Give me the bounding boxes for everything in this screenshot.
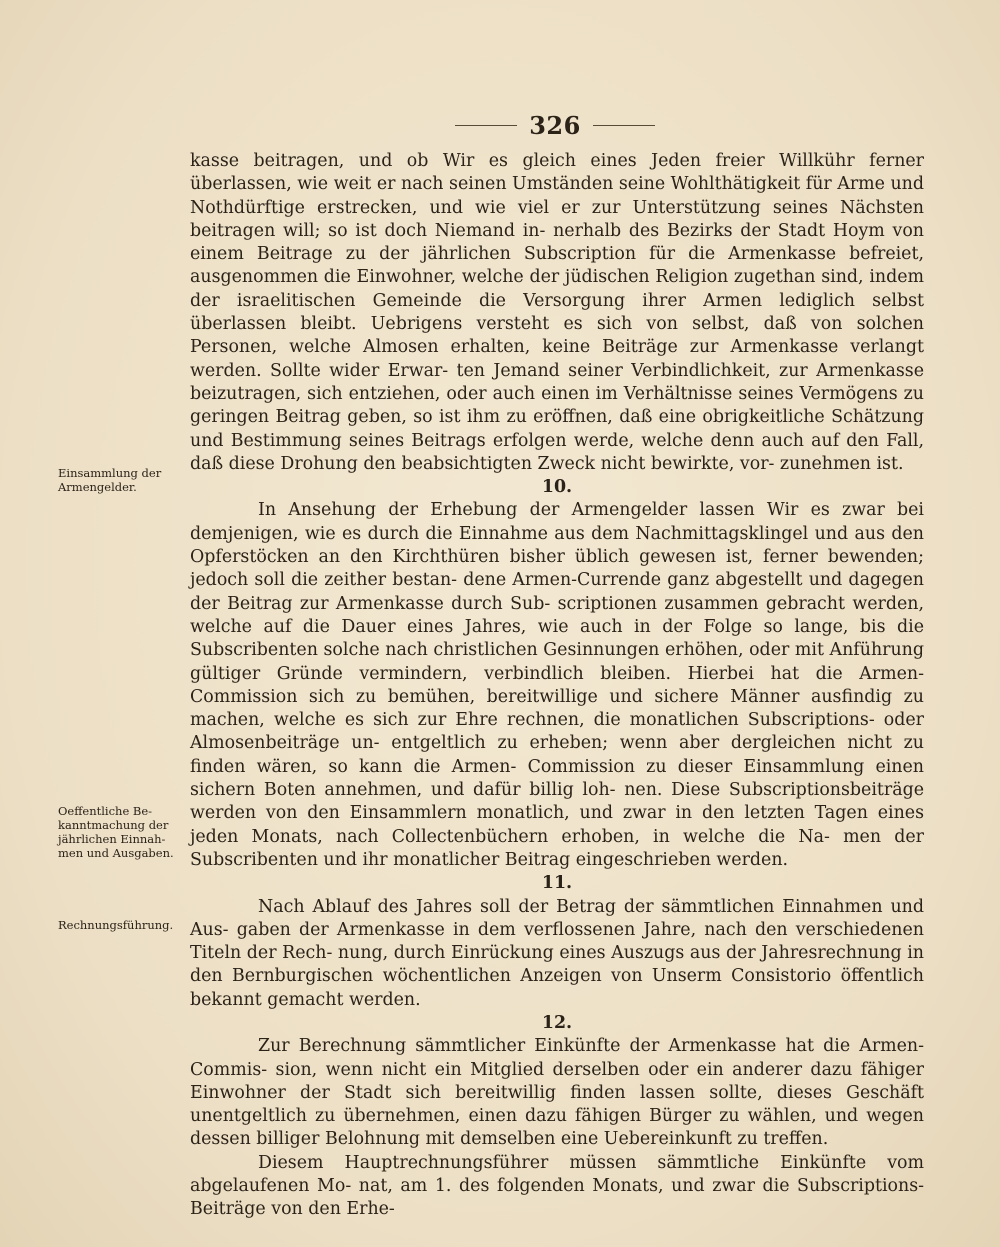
body-text xyxy=(190,150,924,1222)
section-12-paragraph-2: Diesem Hauptrechnungsführer müssen sämmtliche Einkünfte vom abgelaufenen Mo- nat, am 1. des folgenden Monats, und zwar die Subscriptions-Beiträge von den Erhe- xyxy=(190,1152,924,1220)
section-12-paragraph: Zur Berechnung sämmtlicher Einkünfte der Armenkasse hat die Armen-Commis- sion, wenn nicht ein Mitglied derselben oder ein anderer dazu fähiger Einwohner der Stadt sich bereitwillig finden lassen sollte, dieses Geschäft unentgeltlich zu übernehmen, einen dazu fähigen Bürger zu wählen, und wegen dessen billiger Belohnung mit demselben eine Uebereinkunft zu treffen. xyxy=(190,1036,924,1150)
page-number: 326 xyxy=(529,110,581,140)
page-header xyxy=(440,110,670,140)
section-number-12: 12. xyxy=(541,1012,573,1033)
section-number-11: 11. xyxy=(541,873,573,894)
header-rule-right xyxy=(593,125,655,126)
header-rule-left xyxy=(455,125,517,126)
margin-note-10: Einsammlung der Armengelder. xyxy=(58,466,162,494)
margin-note-11: Oeffentliche Be- kanntmachung der jährlichen Einnah- men und Ausgaben. xyxy=(58,804,174,860)
section-11-paragraph: Nach Ablauf des Jahres soll der Betrag der sämmtlichen Einnahmen und Aus- gaben der Armenkasse in dem verflossenen Jahre, nach den verschiedenen Titeln der Rech- nung, durch Einrückung eines Auszugs aus der Jahresrechnung in den Bernburgischen wöchentlichen Anzeigen von Unserm Consistorio öffentlich bekannt gemacht werden. xyxy=(190,896,924,1010)
section-number-10: 10. xyxy=(541,477,573,498)
section-10-paragraph: In Ansehung der Erhebung der Armengelder lassen Wir es zwar bei demjenigen, wie es durch die Einnahme aus dem Nachmittagsklingel und aus den Opferstöcken an den Kirchthüren bisher üblich gewesen ist, ferner bewenden; jedoch soll die zeither bestan- dene Armen-Currende ganz abgestellt und dagegen der Beitrag zur Armenkasse durch Sub- scriptionen zusammen gebracht werden, welche auf die Dauer eines Jahres, wie auch in der Folge so lange, bis die Subscribenten solche nach christlichen Gesinnungen erhöhen, oder mit Anführung gültiger Gründe vermindern, verbindlich bleiben. Hierbei hat die Armen-Commission sich zu bemühen, bereitwillige und sichere Männer ausfindig zu machen, welche es sich zur Ehre rechnen, die monatlichen Subscriptions- oder Almosenbeiträge un- entgeltlich zu erheben; wenn aber dergleichen nicht zu finden wären, so kann die Armen- Commission zu dieser Einsammlung einen sichern Boten annehmen, und dafür billig loh- nen. Diese Subscriptionsbeiträge werden von den Einsammlern monatlich, und zwar in den letzten Tagen eines jeden Monats, nach Collectenbüchern erhoben, in welche die Na- men der Subscribenten und ihr monatlicher Beitrag eingeschrieben werden. xyxy=(190,500,924,870)
margin-note-12: Rechnungsführung. xyxy=(58,918,174,932)
intro-paragraph: kasse beitragen, und ob Wir es gleich eines Jeden freier Willkühr ferner überlassen, wie weit er nach seinen Umständen seine Wohlthätigkeit für Arme und Nothdürftige erstrecken, und wie viel er zur Unterstützung seines Nächsten beitragen will; so ist doch Niemand in- nerhalb des Bezirks der Stadt Hoym von einem Beitrage zu der jährlichen Subscription für die Armenkasse befreiet, ausgenommen die Einwohner, welche der jüdischen Religion zugethan sind, indem der israelitischen Gemeinde die Versorgung ihrer Armen lediglich selbst überlassen bleibt. Uebrigens versteht es sich von selbst, daß von solchen Personen, welche Almosen erhalten, keine Beiträge zur Armenkasse verlangt werden. Sollte wider Erwar- ten Jemand seiner Verbindlichkeit, zur Armenkasse beizutragen, sich entziehen, oder auch einen im Verhältnisse seines Vermögens zu geringen Beitrag geben, so ist ihm zu eröffnen, daß eine obrigkeitliche Schätzung und Bestimmung seines Beitrags erfolgen werde, welche denn auch auf den Fall, daß diese Drohung den beabsichtigten Zweck nicht bewirkte, vor- zunehmen ist. xyxy=(190,151,924,474)
